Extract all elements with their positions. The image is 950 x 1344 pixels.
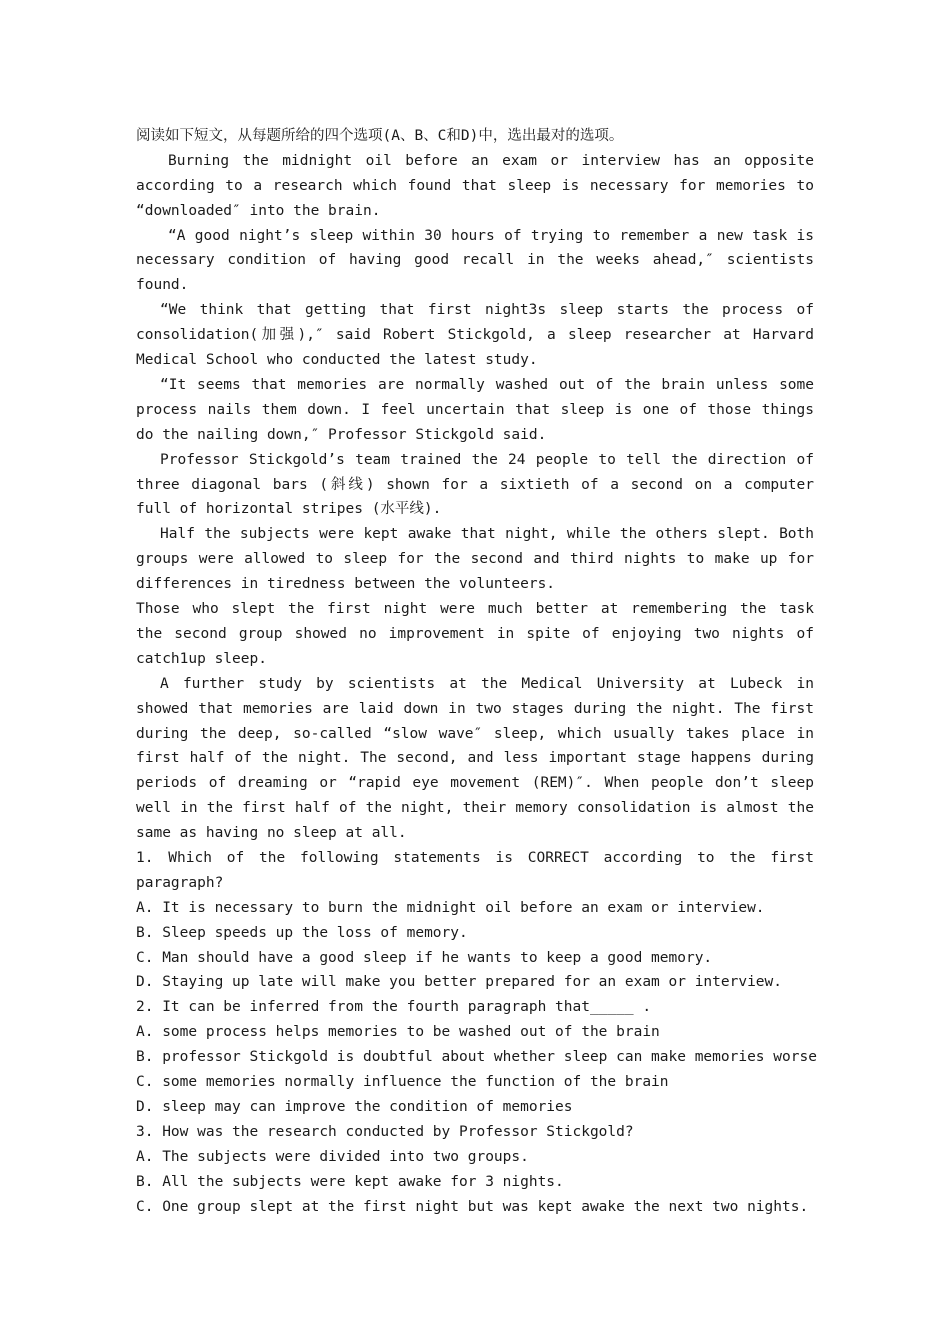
text-line: periods of dreaming or “rapid eye movement (REM)″. When people don’t sleep: [136, 775, 814, 792]
passage-paragraph-8: [136, 672, 814, 846]
text-line: Half the subjects were kept awake that night, while the others slept. Both: [160, 526, 814, 543]
text-line: “downloaded″ into the brain.: [136, 202, 381, 219]
text-line: full of horizontal stripes (水平线).: [136, 501, 442, 518]
passage-paragraph-4: [136, 373, 814, 448]
document-page: [136, 124, 817, 1220]
question-stem: 1. Which of the following statements is CORRECT according to the first: [136, 849, 814, 866]
text-line: catch1up sleep.: [136, 650, 267, 667]
text-line: process nails them down. I feel uncertain that sleep is one of those things: [136, 401, 814, 418]
text-line: according to a research which found that sleep is necessary for memories to: [136, 177, 814, 194]
text-line: consolidation(加强),″ said Robert Stickgold, a sleep researcher at Harvard: [136, 327, 814, 344]
text-line: first half of the night. The second, and less important stage happens during: [136, 750, 814, 767]
option-b: B. professor Stickgold is doubtful about whether sleep can make memories worse: [136, 1049, 817, 1066]
text-line: “We think that getting that first night3s sleep starts the process of: [160, 302, 814, 319]
text-line: A further study by scientists at the Medical University at Lubeck in: [160, 675, 814, 692]
option-d: D. sleep may can improve the condition of memories: [136, 1099, 573, 1116]
text-line: three diagonal bars (斜线) shown for a sixtieth of a second on a computer: [136, 476, 814, 493]
text-line: “It seems that memories are normally washed out of the brain unless some: [160, 376, 814, 393]
text-line: showed that memories are laid down in two stages during the night. The first: [136, 700, 814, 717]
text-line: during the deep, so-called “slow wave″ sleep, which usually takes place in: [136, 725, 814, 742]
instruction: 阅读如下短文，从每题所给的四个选项(A、B、C和D)中，选出最对的选项。: [136, 128, 624, 144]
option-a: A. The subjects were divided into two groups.: [136, 1148, 529, 1165]
question-stem: 3. How was the research conducted by Professor Stickgold?: [136, 1123, 634, 1140]
question-stem: 2. It can be inferred from the fourth paragraph that_____ .: [136, 999, 652, 1016]
text-line: same as having no sleep at all.: [136, 825, 407, 842]
passage-paragraph-7: [136, 597, 814, 672]
question-stem: paragraph?: [136, 874, 224, 891]
passage-paragraph-6: [136, 522, 814, 597]
option-b: B. Sleep speeds up the loss of memory.: [136, 924, 468, 941]
text-line: Those who slept the first night were much better at remembering the task: [136, 601, 814, 618]
option-d: D. Staying up late will make you better prepared for an exam or interview.: [136, 974, 783, 991]
text-line: found.: [136, 277, 189, 294]
option-c: C. some memories normally influence the function of the brain: [136, 1074, 669, 1091]
text-line: Medical School who conducted the latest study.: [136, 352, 538, 369]
text-line: well in the first half of the night, their memory consolidation is almost the: [136, 800, 814, 817]
text-line: Burning the midnight oil before an exam or interview has an opposite: [168, 152, 814, 169]
text-line: Professor Stickgold’s team trained the 24 people to tell the direction of: [160, 451, 814, 468]
option-c: C. Man should have a good sleep if he wants to keep a good memory.: [136, 949, 713, 966]
text-line: differences in tiredness between the volunteers.: [136, 576, 556, 593]
question-2: [136, 995, 817, 1120]
option-a: A. some process helps memories to be washed out of the brain: [136, 1024, 660, 1041]
text-line: necessary condition of having good recall in the weeks ahead,″ scientists: [136, 252, 814, 269]
passage-paragraph-3: [136, 298, 814, 373]
text-line: do the nailing down,″ Professor Stickgold said.: [136, 426, 547, 443]
text-line: groups were allowed to sleep for the second and third nights to make up for: [136, 551, 814, 568]
option-b: B. All the subjects were kept awake for 3 nights.: [136, 1173, 564, 1190]
option-a: A. It is necessary to burn the midnight oil before an exam or interview.: [136, 899, 765, 916]
text-line: the second group showed no improvement in spite of enjoying two nights of: [136, 625, 814, 642]
passage-paragraph-1: [136, 149, 814, 224]
question-1: [136, 846, 814, 995]
option-c: C. One group slept at the first night but was kept awake the next two nights.: [136, 1198, 809, 1215]
passage-paragraph-5: [136, 448, 814, 523]
text-line: “A good night’s sleep within 30 hours of trying to remember a new task is: [168, 227, 814, 244]
passage-paragraph-2: [136, 224, 814, 299]
question-3: [136, 1120, 814, 1220]
